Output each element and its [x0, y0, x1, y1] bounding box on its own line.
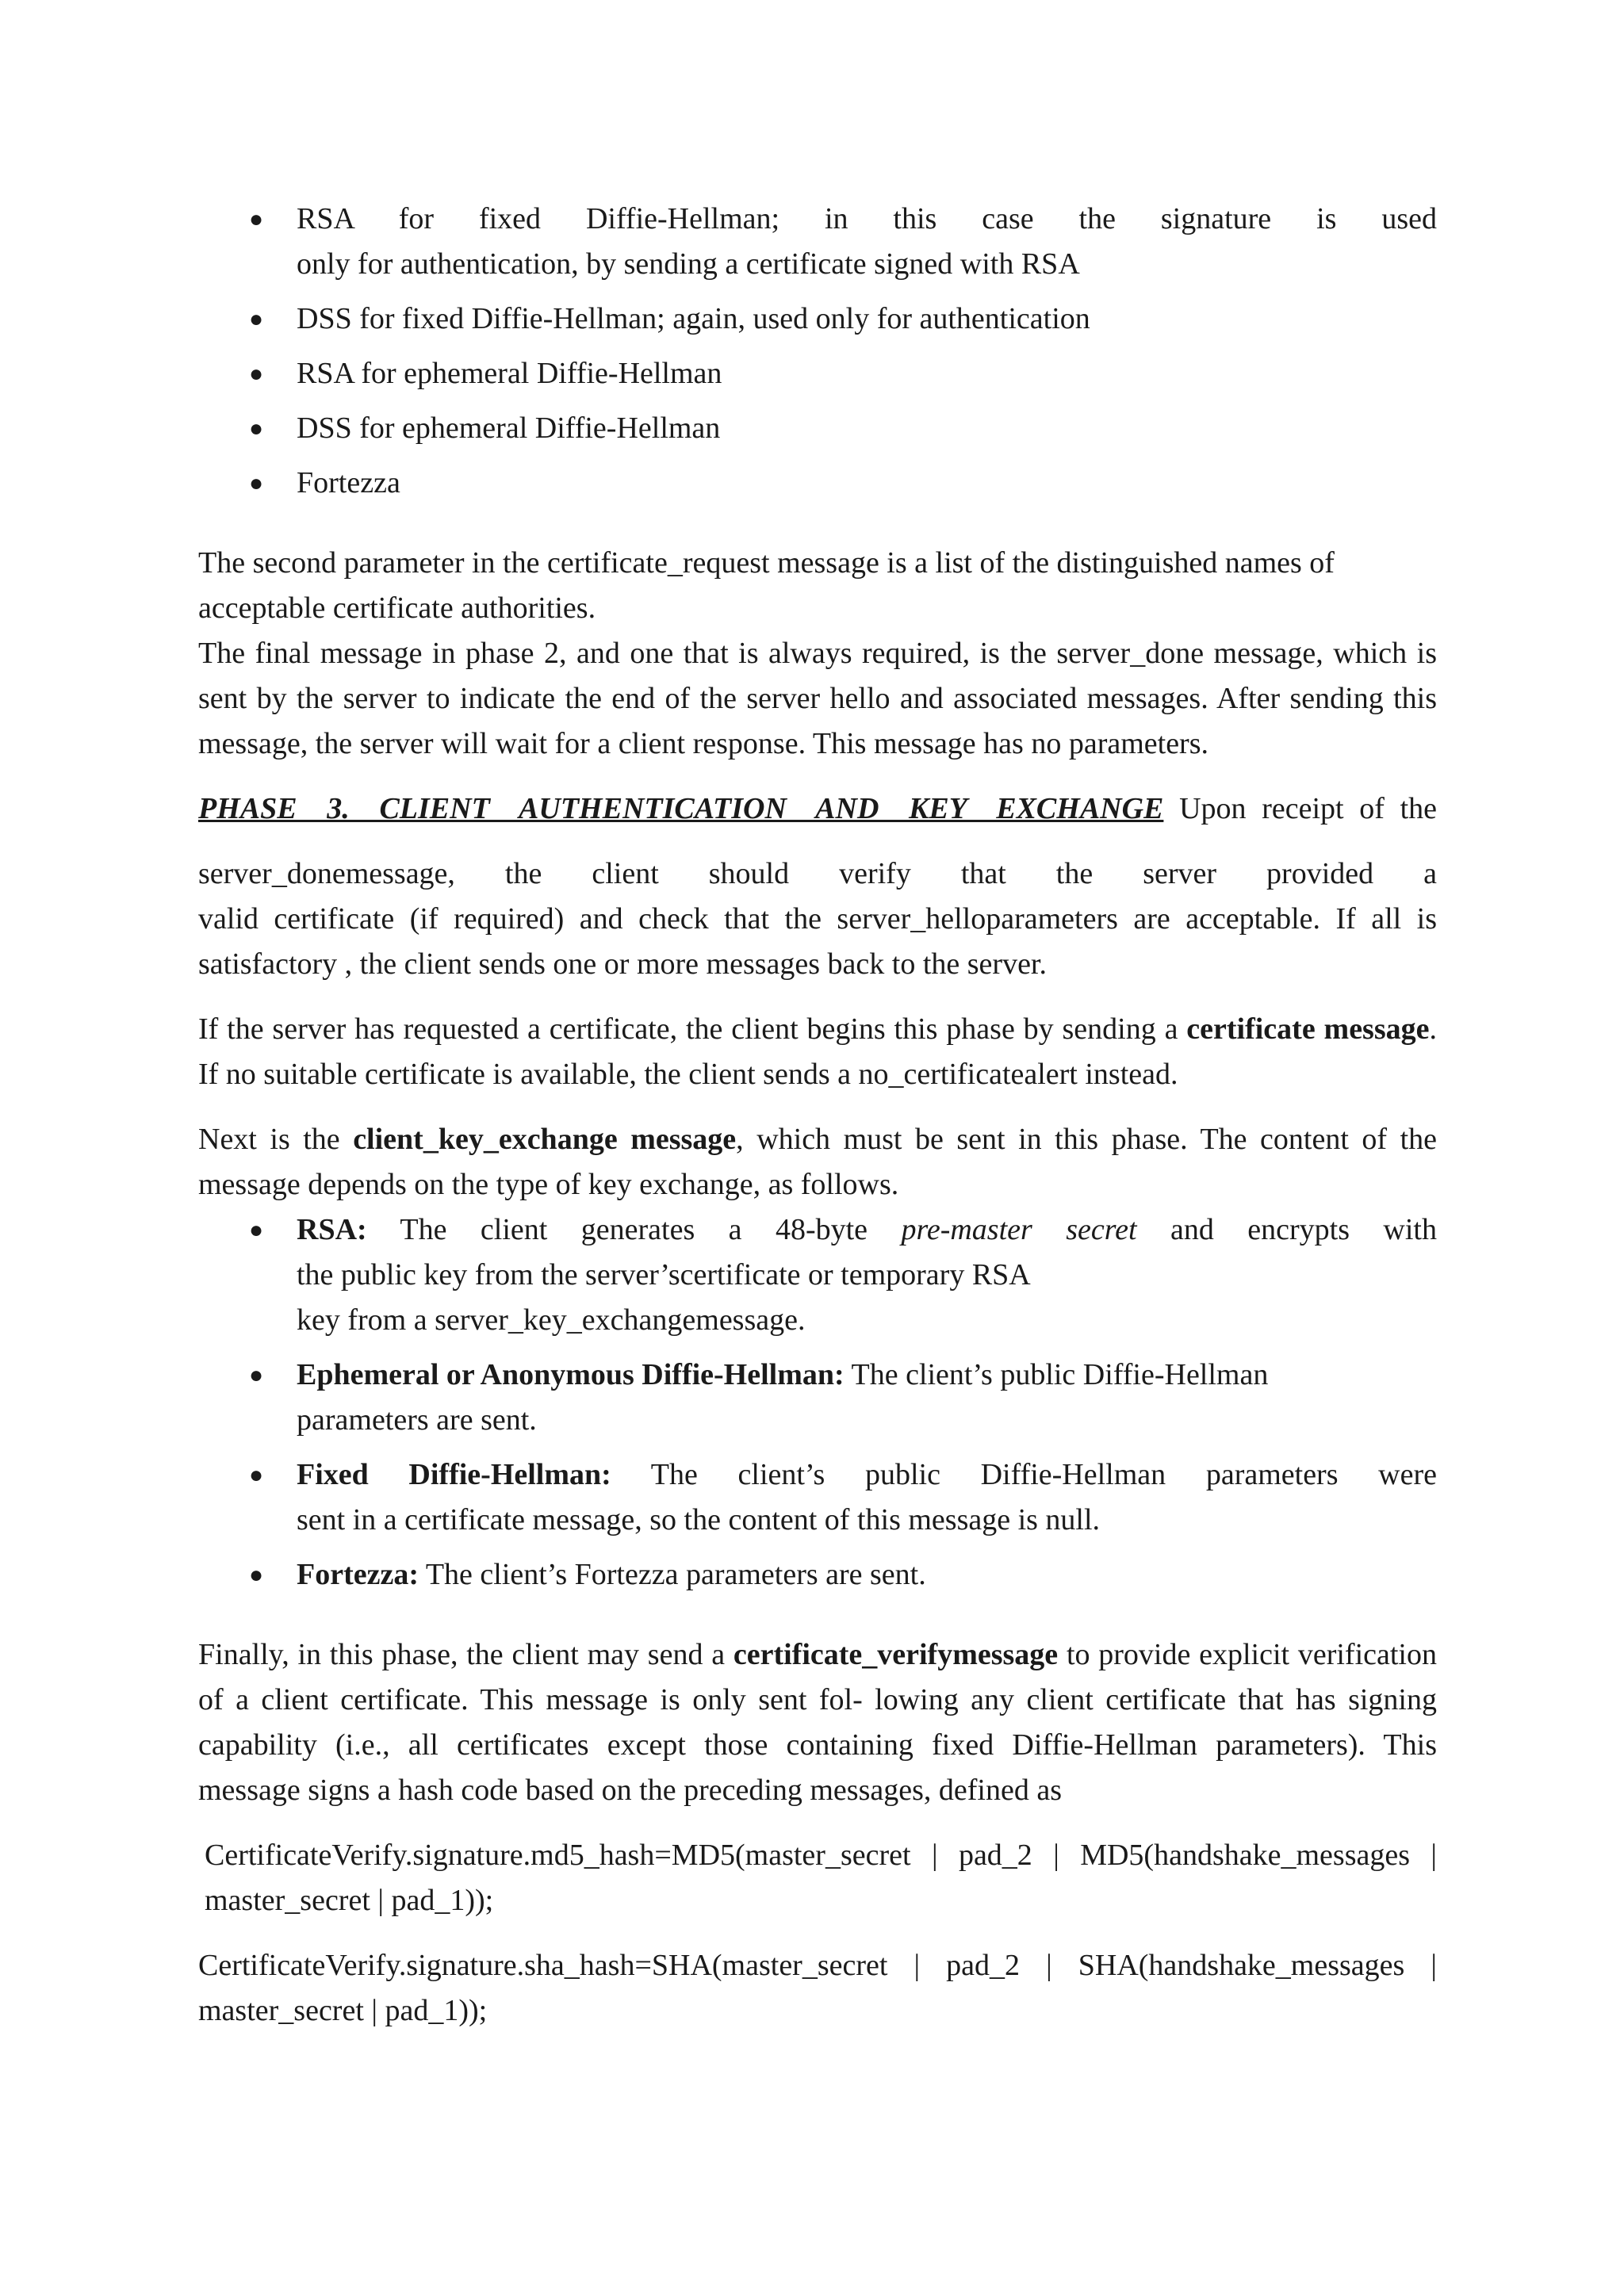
list-item-line: the public key from the server’scertificate or temporary RSA	[297, 1258, 1031, 1292]
signature-algorithm-list	[198, 197, 1437, 506]
list-item	[198, 461, 1437, 506]
list-item-line: only for authentication, by sending a certificate signed with RSA	[297, 247, 1080, 281]
paragraph-text: to provide explicit verification of a client certificate. This message is only sent fol- lowing any client certificate that has signing capability (i.e., all certificates except those containing fixed Diffie-Hellman parameters). This message signs a hash code based on the preceding messages, defined as	[198, 1638, 1437, 1807]
bold-term: certificate message	[1186, 1012, 1430, 1046]
list-item	[198, 197, 1437, 287]
bullet-icon: ●	[249, 306, 264, 332]
key-exchange-list	[198, 1207, 1437, 1598]
paragraph-client-key-exchange	[198, 1117, 1437, 1207]
list-item-text: and encrypts with	[1136, 1213, 1437, 1246]
paragraph-phase3-intro	[198, 851, 1437, 987]
paragraph-text: valid certificate (if required) and check that the server_helloparameters are acceptable. If all is satisfactory , the client sends one or more messages back to the server.	[198, 902, 1437, 981]
list-item	[198, 1552, 1437, 1598]
bullet-icon: ●	[249, 470, 264, 496]
list-item-line: RSA for fixed Diffie-Hellman; in this case the signature is used	[297, 202, 1437, 235]
section-heading: PHASE 3. CLIENT AUTHENTICATION AND KEY EXCHANGE	[198, 792, 1164, 825]
paragraph-certificate-verify	[198, 1632, 1437, 1813]
paragraph-text: Finally, in this phase, the client may send a	[198, 1638, 733, 1671]
list-item-text: DSS for ephemeral Diffie-Hellman	[297, 411, 721, 445]
list-item-text: The client’s Fortezza parameters are sent.	[419, 1558, 926, 1591]
document-page	[198, 197, 1437, 2034]
list-item-line: parameters are sent.	[297, 1403, 537, 1437]
list-item-line: key from a server_key_exchangemessage.	[297, 1303, 806, 1337]
italic-term: pre-master secret	[901, 1213, 1137, 1246]
list-item-label: RSA:	[297, 1213, 367, 1246]
paragraph-text: . If no suitable certificate is available, the client sends a no_certificatealert instead.	[198, 1012, 1437, 1091]
bullet-icon: ●	[249, 1462, 264, 1488]
list-item-text: The client’s public Diffie-Hellman parameters were	[611, 1458, 1437, 1491]
bold-term: client_key_exchange message	[353, 1123, 737, 1156]
list-item-text: RSA for ephemeral Diffie-Hellman	[297, 357, 722, 390]
list-item-text: The client generates a 48-byte	[366, 1213, 902, 1246]
list-item	[198, 1353, 1437, 1443]
list-item-line	[297, 1452, 1437, 1498]
bullet-icon: ●	[249, 206, 264, 232]
list-item-text: Fortezza	[297, 466, 400, 499]
list-item-line	[297, 1353, 1437, 1398]
list-item-text: The client’s public Diffie-Hellman	[844, 1358, 1269, 1391]
bold-term: certificate_verifymessage	[733, 1638, 1059, 1671]
list-item	[198, 1452, 1437, 1543]
paragraph-line: The second parameter in the certificate_request message is a list of the distinguished names of	[198, 546, 1335, 580]
list-item-line	[297, 1552, 1437, 1598]
list-item-line: sent in a certificate message, so the content of this message is null.	[297, 1503, 1101, 1536]
list-item-label: Ephemeral or Anonymous Diffie-Hellman:	[297, 1358, 845, 1391]
bullet-icon: ●	[249, 1217, 264, 1243]
bullet-icon: ●	[249, 1362, 264, 1388]
paragraph-server-done: The final message in phase 2, and one that is always required, is the server_done message, which is sent by the server to indicate the end of the server hello and associated messages. After sending this message, the server will wait for a client response. This message has no parameters.	[198, 637, 1437, 760]
list-item-line	[297, 1207, 1437, 1253]
paragraph-text: Next is the	[198, 1123, 354, 1156]
paragraph-certificate-message	[198, 1007, 1437, 1097]
paragraph-text: If the server has requested a certificate, the client begins this phase by sending a	[198, 1012, 1187, 1046]
paragraph-text: , which must be sent in this phase. The content of the message depends on the type of key exchange, as follows.	[198, 1123, 1437, 1201]
paragraph-line: acceptable certificate authorities.	[198, 591, 596, 625]
list-item-text: DSS for fixed Diffie-Hellman; again, used only for authentication	[297, 302, 1090, 335]
list-item	[198, 1207, 1437, 1343]
bullet-icon: ●	[249, 361, 264, 387]
list-item	[198, 351, 1437, 396]
list-item	[198, 297, 1437, 342]
bullet-icon: ●	[249, 415, 264, 442]
list-item-label: Fortezza:	[297, 1558, 419, 1591]
list-item	[198, 406, 1437, 451]
formula-md5: CertificateVerify.signature.md5_hash=MD5(master_secret | pad_2 | MD5(handshake_messages | master_secret | pad_1));	[205, 1839, 1437, 1917]
paragraph-distinguished-names	[198, 541, 1437, 631]
heading-trailing-text: Upon receipt of the	[1163, 792, 1438, 825]
phase3-heading-line	[198, 786, 1437, 832]
list-item-label: Fixed Diffie-Hellman:	[297, 1458, 611, 1491]
bullet-icon: ●	[249, 1562, 264, 1588]
formula-sha: CertificateVerify.signature.sha_hash=SHA(master_secret | pad_2 | SHA(handshake_messages | master_secret | pad_1));	[198, 1949, 1437, 2027]
paragraph-line: server_donemessage, the client should verify that the server provided a	[198, 857, 1437, 890]
